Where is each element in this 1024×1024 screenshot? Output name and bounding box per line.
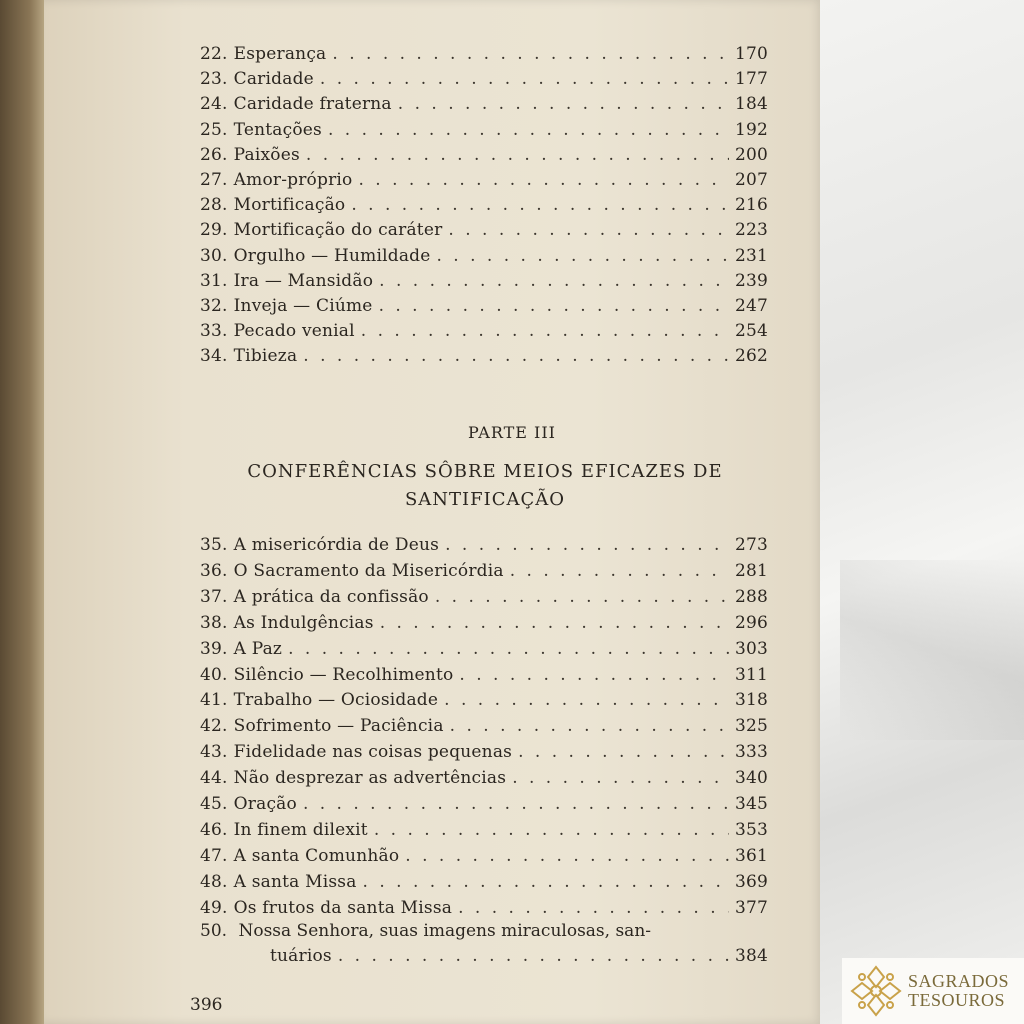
toc-entry (200, 560, 768, 582)
toc-entry (200, 119, 768, 141)
entry-number: 42. (200, 716, 228, 737)
entry-title: Mortificação do caráter (233, 220, 443, 241)
entry-title: Ira — Mansidão (233, 270, 374, 291)
entry-number: 22. (200, 44, 228, 64)
entry-title: Tibieza (233, 346, 298, 367)
dot-leader (398, 93, 729, 115)
entry-number: 45. (200, 794, 228, 814)
entry-page-number: 345 (734, 794, 768, 814)
dot-leader (363, 871, 729, 893)
entry-page-number: 296 (734, 612, 768, 633)
entry-page-number: 207 (734, 170, 768, 190)
entry-title: Sofrimento — Paciência (233, 716, 444, 737)
toc-entry (200, 612, 768, 634)
entry-number: 25. (200, 119, 228, 140)
entry-title: Pecado venial (233, 321, 355, 342)
entry-title: Não desprezar as advertências (233, 768, 507, 789)
dot-leader (512, 767, 729, 789)
dot-leader (361, 320, 729, 342)
toc-entry (200, 638, 768, 660)
dot-leader (435, 586, 729, 608)
dot-leader (380, 612, 729, 634)
toc-entry (200, 845, 768, 867)
dot-leader (379, 295, 729, 317)
dot-leader (338, 945, 729, 967)
dot-leader (437, 245, 729, 267)
entry-number: 47. (200, 845, 228, 866)
entry-number: 28. (200, 195, 228, 216)
dot-leader (303, 345, 729, 367)
dot-leader (332, 43, 729, 65)
dot-leader (518, 741, 729, 763)
dot-leader (445, 534, 729, 556)
entry-number: 34. (200, 346, 228, 367)
dot-leader (444, 689, 729, 711)
entry-title: Oração (233, 794, 297, 814)
dot-leader (351, 194, 729, 216)
entry-number: 40. (200, 664, 228, 685)
entry-number: 33. (200, 321, 228, 342)
dot-leader (288, 638, 729, 660)
toc-entry (200, 819, 768, 841)
toc-entry-50-continuation (270, 945, 768, 967)
entry-title: O Sacramento da Misericórdia (233, 560, 504, 581)
entry-number: 49. (200, 897, 228, 918)
entry-title: A Paz (233, 638, 283, 659)
entry-page-number: 361 (734, 845, 768, 866)
entry-number: 37. (200, 586, 228, 607)
ornament-icon (848, 963, 904, 1019)
toc-entry (200, 741, 768, 763)
entry-page-number: 303 (734, 638, 768, 659)
watermark-text (908, 972, 1009, 1010)
entry-page-number: 192 (734, 119, 768, 140)
entry-title: As Indulgências (233, 612, 374, 633)
entry-number: 43. (200, 742, 228, 763)
entry-title: Esperança (233, 44, 327, 64)
toc-entry (200, 586, 768, 608)
entry-number: 41. (200, 690, 228, 711)
entry-page-number: 384 (734, 946, 768, 966)
entry-number: 32. (200, 296, 228, 316)
entry-title: Os frutos da santa Missa (233, 897, 453, 918)
entry-number: 30. (200, 245, 228, 266)
toc-entry (200, 43, 768, 65)
toc-entry (200, 144, 768, 166)
dot-leader (306, 144, 729, 166)
toc-entry (200, 169, 768, 191)
dot-leader (450, 715, 729, 737)
dot-leader (448, 219, 729, 241)
entry-number: 44. (200, 768, 228, 789)
toc-entry (200, 793, 768, 815)
toc-entry (200, 270, 768, 292)
entry-page-number: 340 (734, 768, 768, 789)
entry-number: 24. (200, 94, 228, 115)
entry-title-line1: Nossa Senhora, suas imagens miraculosas, san- (238, 921, 652, 941)
part-heading: PARTE III (467, 423, 556, 442)
dot-leader (510, 560, 729, 582)
watermark-line2: TESOUROS (908, 990, 1006, 1010)
page-folio: 396 (190, 995, 223, 1015)
entry-number: 27. (200, 170, 228, 190)
entry-title: Mortificação (233, 195, 346, 216)
dot-leader (303, 793, 729, 815)
entry-page-number: 254 (734, 321, 768, 342)
entry-number: 46. (200, 819, 228, 840)
entry-page-number: 353 (734, 819, 768, 840)
entry-page-number: 239 (734, 270, 768, 291)
entry-title: Caridade fraterna (233, 94, 392, 115)
toc-entry (200, 715, 768, 737)
entry-title: Caridade (233, 69, 314, 90)
entry-page-number: 273 (734, 535, 768, 555)
watermark-logo (842, 958, 1024, 1024)
entry-page-number: 333 (734, 742, 768, 763)
entry-page-number: 318 (734, 690, 768, 711)
toc-entry (200, 345, 768, 367)
entry-page-number: 170 (734, 44, 768, 64)
entry-title-line2: tuários (270, 946, 332, 966)
entry-title: In finem dilexit (233, 819, 368, 840)
entry-title: Amor-próprio (233, 170, 353, 190)
entry-title: A santa Missa (233, 871, 357, 892)
entry-page-number: 377 (734, 897, 768, 918)
toc-entry (200, 295, 768, 317)
entry-page-number: 369 (734, 871, 768, 892)
toc-entry (200, 897, 768, 919)
entry-page-number: 311 (734, 664, 768, 685)
entry-number: 35. (200, 535, 228, 555)
entry-page-number: 200 (734, 144, 768, 165)
toc-entry (200, 219, 768, 241)
entry-title: Fidelidade nas coisas pequenas (233, 742, 513, 763)
toc-entry (200, 245, 768, 267)
entry-number: 31. (200, 270, 228, 291)
entry-page-number: 247 (734, 296, 768, 316)
entry-page-number: 177 (734, 69, 768, 90)
entry-title: Orgulho — Humildade (233, 245, 431, 266)
dot-leader (379, 270, 729, 292)
entry-number: 26. (200, 144, 228, 165)
section-title: CONFERÊNCIAS SÔBRE MEIOS EFICAZES DE SANTIFICAÇÃO (247, 461, 723, 510)
dot-leader (328, 119, 729, 141)
entry-page-number: 184 (734, 94, 768, 115)
entry-page-number: 281 (734, 560, 768, 581)
entry-title: A prática da confissão (233, 586, 429, 607)
entry-page-number: 223 (734, 220, 768, 241)
dot-leader (459, 664, 729, 686)
entry-title: Paixões (233, 144, 300, 165)
entry-page-number: 288 (734, 586, 768, 607)
entry-title: Silêncio — Recolhimento (233, 664, 454, 685)
entry-page-number: 216 (734, 195, 768, 216)
entry-page-number: 325 (734, 716, 768, 737)
entry-title: Trabalho — Ociosidade (233, 690, 439, 711)
entry-page-number: 231 (734, 245, 768, 266)
toc-entry-50 (200, 920, 768, 942)
entry-number: 39. (200, 638, 228, 659)
toc-entry (200, 871, 768, 893)
dot-leader (320, 68, 729, 90)
toc-entry (200, 320, 768, 342)
toc-entry (200, 767, 768, 789)
watermark-line1: SAGRADOS (908, 971, 1010, 991)
toc-entry (200, 664, 768, 686)
dot-leader (405, 845, 729, 867)
entry-number: 23. (200, 69, 228, 90)
entry-number: 50. (200, 921, 228, 941)
toc-entry (200, 689, 768, 711)
entry-title: Inveja — Ciúme (233, 296, 373, 316)
toc-entry (200, 93, 768, 115)
dot-leader (458, 897, 729, 919)
entry-number: 48. (200, 871, 228, 892)
entry-number: 29. (200, 220, 228, 241)
toc-entry (200, 194, 768, 216)
entry-title: Tentações (233, 119, 322, 140)
entry-number: 36. (200, 560, 228, 581)
entry-page-number: 262 (734, 346, 768, 367)
entry-number: 38. (200, 612, 228, 633)
toc-entry (200, 534, 768, 556)
dot-leader (358, 169, 728, 191)
entry-title: A misericórdia de Deus (233, 535, 440, 555)
entry-title: A santa Comunhão (233, 845, 400, 866)
dot-leader (374, 819, 729, 841)
toc-entry (200, 68, 768, 90)
